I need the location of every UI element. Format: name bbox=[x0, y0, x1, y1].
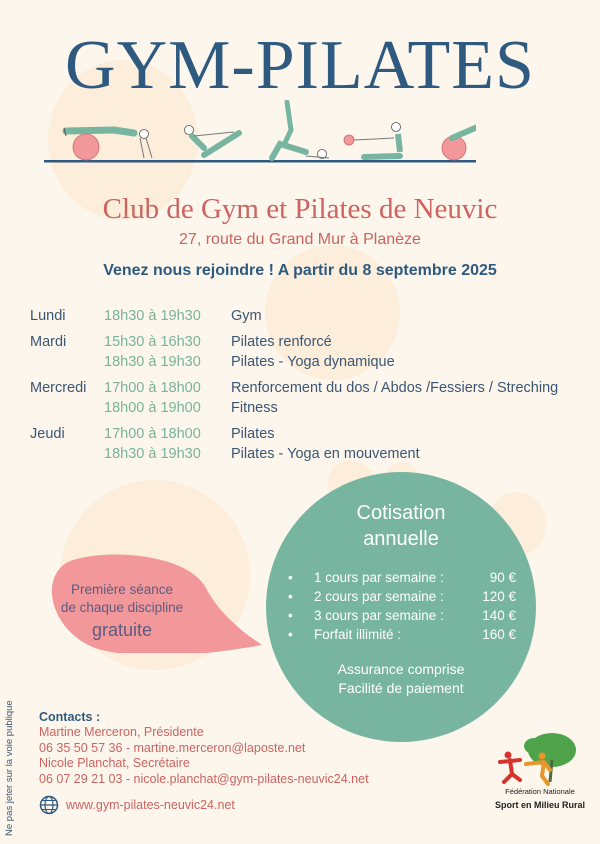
bullet-icon: • bbox=[288, 570, 293, 585]
price-label: 2 cours par semaine : bbox=[314, 589, 444, 604]
schedule-slot bbox=[104, 444, 590, 464]
price-value: 160 € bbox=[482, 627, 516, 642]
slot-time: 18h30 à 19h30 bbox=[104, 354, 201, 370]
price-value: 120 € bbox=[482, 589, 516, 604]
contacts-title: Contacts : bbox=[39, 710, 101, 724]
slot-activity: Pilates bbox=[231, 426, 275, 442]
figure-plank-icon bbox=[64, 128, 152, 160]
schedule-day-jeudi bbox=[30, 424, 590, 464]
price-row bbox=[286, 625, 516, 644]
price-row bbox=[286, 606, 516, 625]
contacts-section bbox=[39, 710, 369, 787]
price-label: Forfait illimité : bbox=[314, 627, 402, 642]
join-tagline: Venez nous rejoindre ! A partir du 8 septembre 2025 bbox=[103, 262, 497, 279]
figure-bridge-ball-icon bbox=[442, 125, 476, 160]
free-session-bubble bbox=[46, 553, 262, 653]
price-value: 90 € bbox=[489, 570, 516, 585]
bubble-line2: de chaque discipline bbox=[60, 600, 184, 615]
cotisation-title-line1: Cotisation bbox=[356, 502, 446, 524]
price-label: 1 cours par semaine : bbox=[314, 570, 444, 585]
schedule-slot bbox=[104, 398, 590, 418]
price-row bbox=[286, 587, 516, 606]
globe-icon bbox=[39, 795, 59, 815]
page-title: GYM-PILATES bbox=[65, 27, 535, 104]
figure-boat-icon bbox=[185, 126, 240, 156]
side-note: Ne pas jeter sur la voie publique bbox=[4, 700, 15, 836]
schedule-day-lundi bbox=[30, 306, 590, 326]
slot-activity: Pilates - Yoga dynamique bbox=[231, 354, 395, 370]
slot-activity: Renforcement du dos / Abdos /Fessiers / Streching bbox=[231, 380, 559, 396]
bullet-icon: • bbox=[288, 589, 293, 604]
logo-text-sport: Sport en Milieu Rural bbox=[494, 800, 585, 810]
schedule-slot bbox=[104, 378, 590, 398]
bullet-icon: • bbox=[288, 608, 293, 623]
contact-phone-email-secretary[interactable]: 06 07 29 21 03 - nicole.planchat@gym-pilates-neuvic24.net bbox=[39, 771, 369, 786]
slot-time: 18h30 à 19h30 bbox=[104, 308, 201, 324]
price-label: 3 cours par semaine : bbox=[314, 608, 444, 623]
slot-time: 18h30 à 19h30 bbox=[104, 446, 201, 462]
slot-time: 17h00 à 18h00 bbox=[104, 380, 201, 396]
club-address: 27, route du Grand Mur à Planèze bbox=[179, 231, 421, 248]
schedule-slot bbox=[104, 306, 590, 326]
bullet-icon: • bbox=[288, 627, 293, 642]
slot-time: 15h30 à 16h30 bbox=[104, 334, 201, 350]
schedule-table bbox=[30, 306, 590, 470]
slot-time: 17h00 à 18h00 bbox=[104, 426, 201, 442]
contact-name-secretary: Nicole Planchat, Secrétaire bbox=[39, 756, 190, 770]
website-link[interactable] bbox=[39, 795, 235, 815]
schedule-slot bbox=[104, 352, 590, 372]
day-name: Lundi bbox=[30, 308, 66, 324]
figure-seated-ball-icon bbox=[344, 123, 401, 158]
tree-people-logo-icon bbox=[490, 730, 590, 786]
logo-text-federation: Fédération Nationale bbox=[505, 787, 575, 796]
slot-activity: Fitness bbox=[231, 400, 278, 416]
price-value: 140 € bbox=[482, 608, 516, 623]
cotisation-circle bbox=[266, 472, 536, 742]
bubble-free-label: gratuite bbox=[91, 620, 153, 640]
contact-phone-email-president[interactable]: 06 35 50 57 36 - martine.merceron@laposte.net bbox=[39, 740, 306, 755]
federation-logo bbox=[490, 730, 590, 815]
schedule-day-mardi bbox=[30, 332, 590, 372]
price-list bbox=[286, 568, 516, 644]
slot-time: 18h00 à 19h00 bbox=[104, 400, 201, 416]
slot-activity: Pilates renforcé bbox=[231, 334, 332, 350]
insurance-note: Assurance comprise bbox=[337, 661, 465, 677]
cotisation-title bbox=[266, 500, 536, 552]
schedule-day-mercredi bbox=[30, 378, 590, 418]
bubble-text bbox=[46, 581, 198, 643]
cotisation-extras bbox=[266, 660, 536, 698]
payment-note: Facilité de paiement bbox=[338, 680, 464, 696]
bubble-line1: Première séance bbox=[70, 582, 174, 597]
price-row bbox=[286, 568, 516, 587]
slot-activity: Gym bbox=[231, 308, 262, 324]
schedule-slot bbox=[104, 332, 590, 352]
cotisation-title-line2: annuelle bbox=[363, 528, 439, 550]
day-name: Jeudi bbox=[30, 426, 65, 442]
schedule-slot bbox=[104, 424, 590, 444]
day-name: Mardi bbox=[30, 334, 67, 350]
pilates-illustration bbox=[44, 100, 476, 166]
slot-activity: Pilates - Yoga en mouvement bbox=[231, 446, 420, 462]
contact-name-president: Martine Merceron, Présidente bbox=[39, 725, 204, 739]
club-name: Club de Gym et Pilates de Neuvic bbox=[102, 193, 498, 225]
website-url[interactable]: www.gym-pilates-neuvic24.net bbox=[66, 798, 235, 812]
figure-leg-raise-icon bbox=[272, 102, 329, 159]
day-name: Mercredi bbox=[30, 380, 87, 396]
